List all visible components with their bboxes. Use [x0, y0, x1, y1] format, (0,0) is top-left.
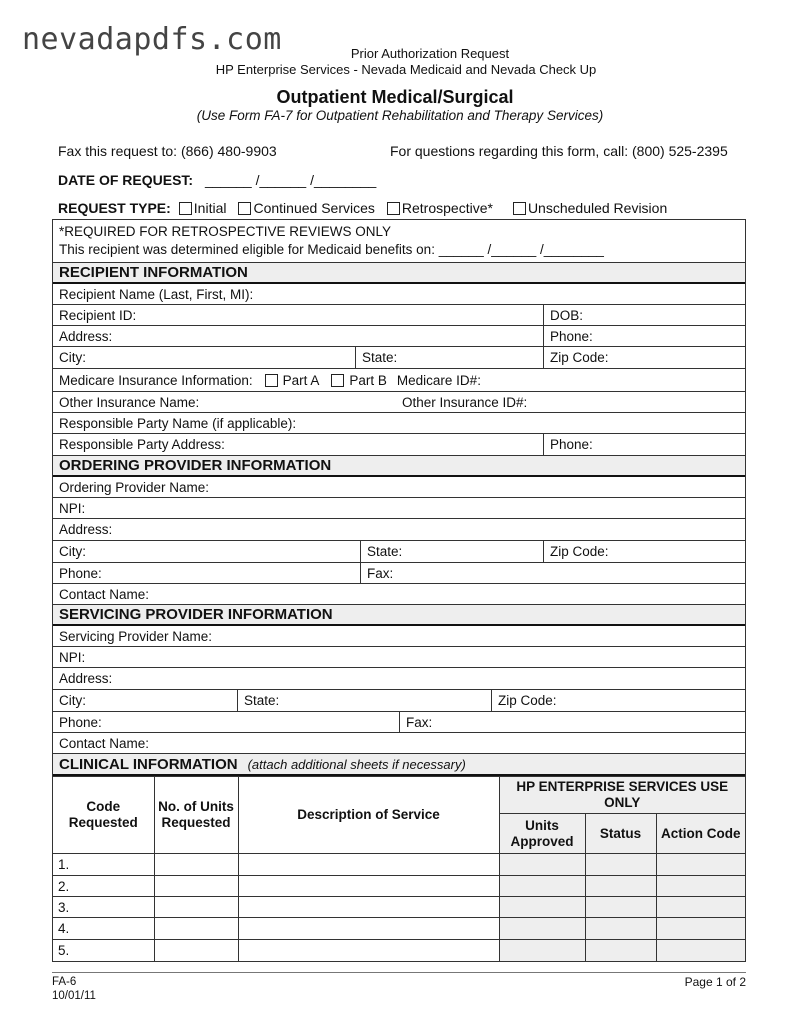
servicing-address-field[interactable]: Address:	[59, 671, 113, 686]
table-row	[53, 940, 745, 961]
form-date: 10/01/11	[52, 990, 96, 1002]
ordering-zip-field[interactable]: Zip Code:	[543, 541, 745, 562]
row-code-cell[interactable]: 4.	[53, 918, 154, 940]
request-type-retrospective[interactable]: Retrospective*	[387, 200, 493, 216]
row-units-cell[interactable]	[154, 918, 238, 940]
recipient-dob-field[interactable]: DOB:	[543, 305, 745, 325]
row-units-cell[interactable]	[154, 854, 238, 876]
request-type-label: REQUEST TYPE:	[58, 200, 171, 216]
row-units-cell[interactable]	[154, 940, 238, 961]
row-approved-cell	[499, 854, 585, 876]
checkbox-initial[interactable]	[179, 202, 192, 215]
servicing-heading: SERVICING PROVIDER INFORMATION	[59, 606, 333, 623]
recipient-phone-field[interactable]: Phone:	[543, 326, 745, 346]
recipient-city-field[interactable]: City:	[59, 350, 86, 365]
date-of-request-field[interactable]: ______ /______ /________	[204, 172, 377, 188]
page-number: Page 1 of 2	[684, 975, 746, 989]
servicing-npi-field[interactable]: NPI:	[59, 649, 86, 665]
footer-divider	[52, 972, 746, 973]
ordering-phone-field[interactable]: Phone:	[59, 565, 102, 581]
row-status-cell	[585, 876, 656, 897]
date-of-request	[58, 172, 376, 188]
row-code-cell[interactable]: 1.	[53, 854, 154, 876]
col-status: Status	[585, 814, 656, 854]
recipient-heading: RECIPIENT INFORMATION	[59, 264, 248, 281]
row-action-cell	[656, 918, 745, 940]
ordering-name-field[interactable]: Ordering Provider Name:	[59, 479, 210, 495]
ordering-heading: ORDERING PROVIDER INFORMATION	[59, 457, 332, 474]
hp-use-only-header: HP ENTERPRISE SERVICES USE ONLY	[499, 777, 745, 814]
other-insurance-name-field[interactable]: Other Insurance Name:	[59, 394, 200, 410]
row-desc-cell[interactable]	[238, 876, 499, 897]
responsible-party-phone-field[interactable]: Phone:	[543, 434, 745, 455]
checkbox-unscheduled[interactable]	[513, 202, 526, 215]
col-action-code: Action Code	[656, 814, 745, 854]
row-desc-cell[interactable]	[238, 918, 499, 940]
recipient-state-field[interactable]: State:	[355, 347, 543, 368]
col-units-approved: Units Approved	[499, 814, 585, 854]
checkbox-continued[interactable]	[238, 202, 251, 215]
request-type-initial[interactable]: Initial	[179, 200, 227, 216]
row-desc-cell[interactable]	[238, 897, 499, 918]
servicing-zip-field[interactable]: Zip Code:	[491, 690, 745, 711]
questions-phone: For questions regarding this form, call: (800) 525-2395	[390, 143, 728, 159]
table-row	[53, 876, 745, 897]
retro-section	[53, 220, 745, 263]
table-row	[53, 918, 745, 940]
fax-instruction: Fax this request to: (866) 480-9903	[58, 143, 277, 159]
col-units-requested: No. of Units Requested	[154, 777, 238, 854]
table-row	[53, 854, 745, 876]
recipient-name-field[interactable]: Recipient Name (Last, First, MI):	[59, 286, 254, 302]
retro-required: *REQUIRED FOR RETROSPECTIVE REVIEWS ONLY	[59, 224, 392, 239]
row-approved-cell	[499, 876, 585, 897]
row-action-cell	[656, 897, 745, 918]
row-approved-cell	[499, 897, 585, 918]
row-code-cell[interactable]: 2.	[53, 876, 154, 897]
ordering-city-field[interactable]: City:	[59, 544, 86, 559]
row-units-cell[interactable]	[154, 897, 238, 918]
recipient-id-field[interactable]: Recipient ID:	[59, 307, 137, 323]
row-status-cell	[585, 940, 656, 961]
recipient-address-field[interactable]: Address:	[59, 328, 113, 344]
servicing-state-field[interactable]: State:	[237, 690, 491, 711]
recipient-zip-field[interactable]: Zip Code:	[543, 347, 745, 368]
medicare-info-row: Medicare Insurance Information: Part A Part B Medicare ID#:	[59, 372, 481, 388]
row-approved-cell	[499, 918, 585, 940]
request-type-continued[interactable]: Continued Services	[238, 200, 374, 216]
row-code-cell[interactable]: 5.	[53, 940, 154, 961]
checkbox-retrospective[interactable]	[387, 202, 400, 215]
clinical-heading: CLINICAL INFORMATION (attach additional sheets if necessary)	[59, 755, 466, 773]
servicing-phone-field[interactable]: Phone:	[59, 714, 102, 730]
clinical-note: (attach additional sheets if necessary)	[247, 756, 466, 772]
row-units-cell[interactable]	[154, 876, 238, 897]
request-type	[58, 200, 679, 216]
table-row	[53, 897, 745, 918]
header-line2: HP Enterprise Services - Nevada Medicaid and Nevada Check Up	[215, 62, 597, 77]
ordering-contact-field[interactable]: Contact Name:	[59, 586, 150, 602]
row-status-cell	[585, 854, 656, 876]
retro-eligibility[interactable]: This recipient was determined eligible for Medicaid benefits on: ______ /______ /________	[59, 242, 604, 257]
ordering-fax-field[interactable]: Fax:	[360, 563, 745, 583]
form-table	[52, 219, 746, 962]
col-code-requested: Code Requested	[53, 777, 154, 854]
request-type-unscheduled[interactable]: Unscheduled Revision	[513, 200, 667, 216]
watermark: nevadapdfs.com	[22, 22, 282, 57]
form-id: FA-6	[52, 976, 77, 988]
checkbox-part-a[interactable]	[265, 374, 278, 387]
row-action-cell	[656, 940, 745, 961]
date-of-request-label: DATE OF REQUEST:	[58, 172, 194, 188]
servicing-fax-field[interactable]: Fax:	[399, 712, 745, 732]
row-action-cell	[656, 876, 745, 897]
form-title: Outpatient Medical/Surgical	[276, 87, 514, 107]
footer-left	[52, 975, 96, 1003]
responsible-party-address-field[interactable]: Responsible Party Address:	[59, 437, 225, 452]
ordering-address-field[interactable]: Address:	[59, 522, 113, 537]
row-status-cell	[585, 897, 656, 918]
other-insurance-id-field[interactable]: Other Insurance ID#:	[402, 394, 528, 410]
row-action-cell	[656, 854, 745, 876]
clinical-table	[53, 776, 745, 961]
form-subtitle: (Use Form FA-7 for Outpatient Rehabilitation and Therapy Services)	[196, 108, 604, 123]
servicing-contact-field[interactable]: Contact Name:	[59, 735, 150, 751]
row-code-cell[interactable]: 3.	[53, 897, 154, 918]
servicing-name-field[interactable]: Servicing Provider Name:	[59, 628, 213, 644]
row-desc-cell[interactable]	[238, 854, 499, 876]
ordering-npi-field[interactable]: NPI:	[59, 500, 86, 516]
row-status-cell	[585, 918, 656, 940]
row-desc-cell[interactable]	[238, 940, 499, 961]
checkbox-part-b[interactable]	[331, 374, 344, 387]
ordering-state-field[interactable]: State:	[360, 541, 543, 562]
responsible-party-name-field[interactable]: Responsible Party Name (if applicable):	[59, 415, 297, 431]
header-line1: Prior Authorization Request	[350, 46, 510, 61]
col-description: Description of Service	[238, 777, 499, 854]
row-approved-cell	[499, 940, 585, 961]
servicing-city-field[interactable]: City:	[59, 693, 86, 708]
medicare-id-field[interactable]: Medicare ID#:	[396, 372, 481, 388]
